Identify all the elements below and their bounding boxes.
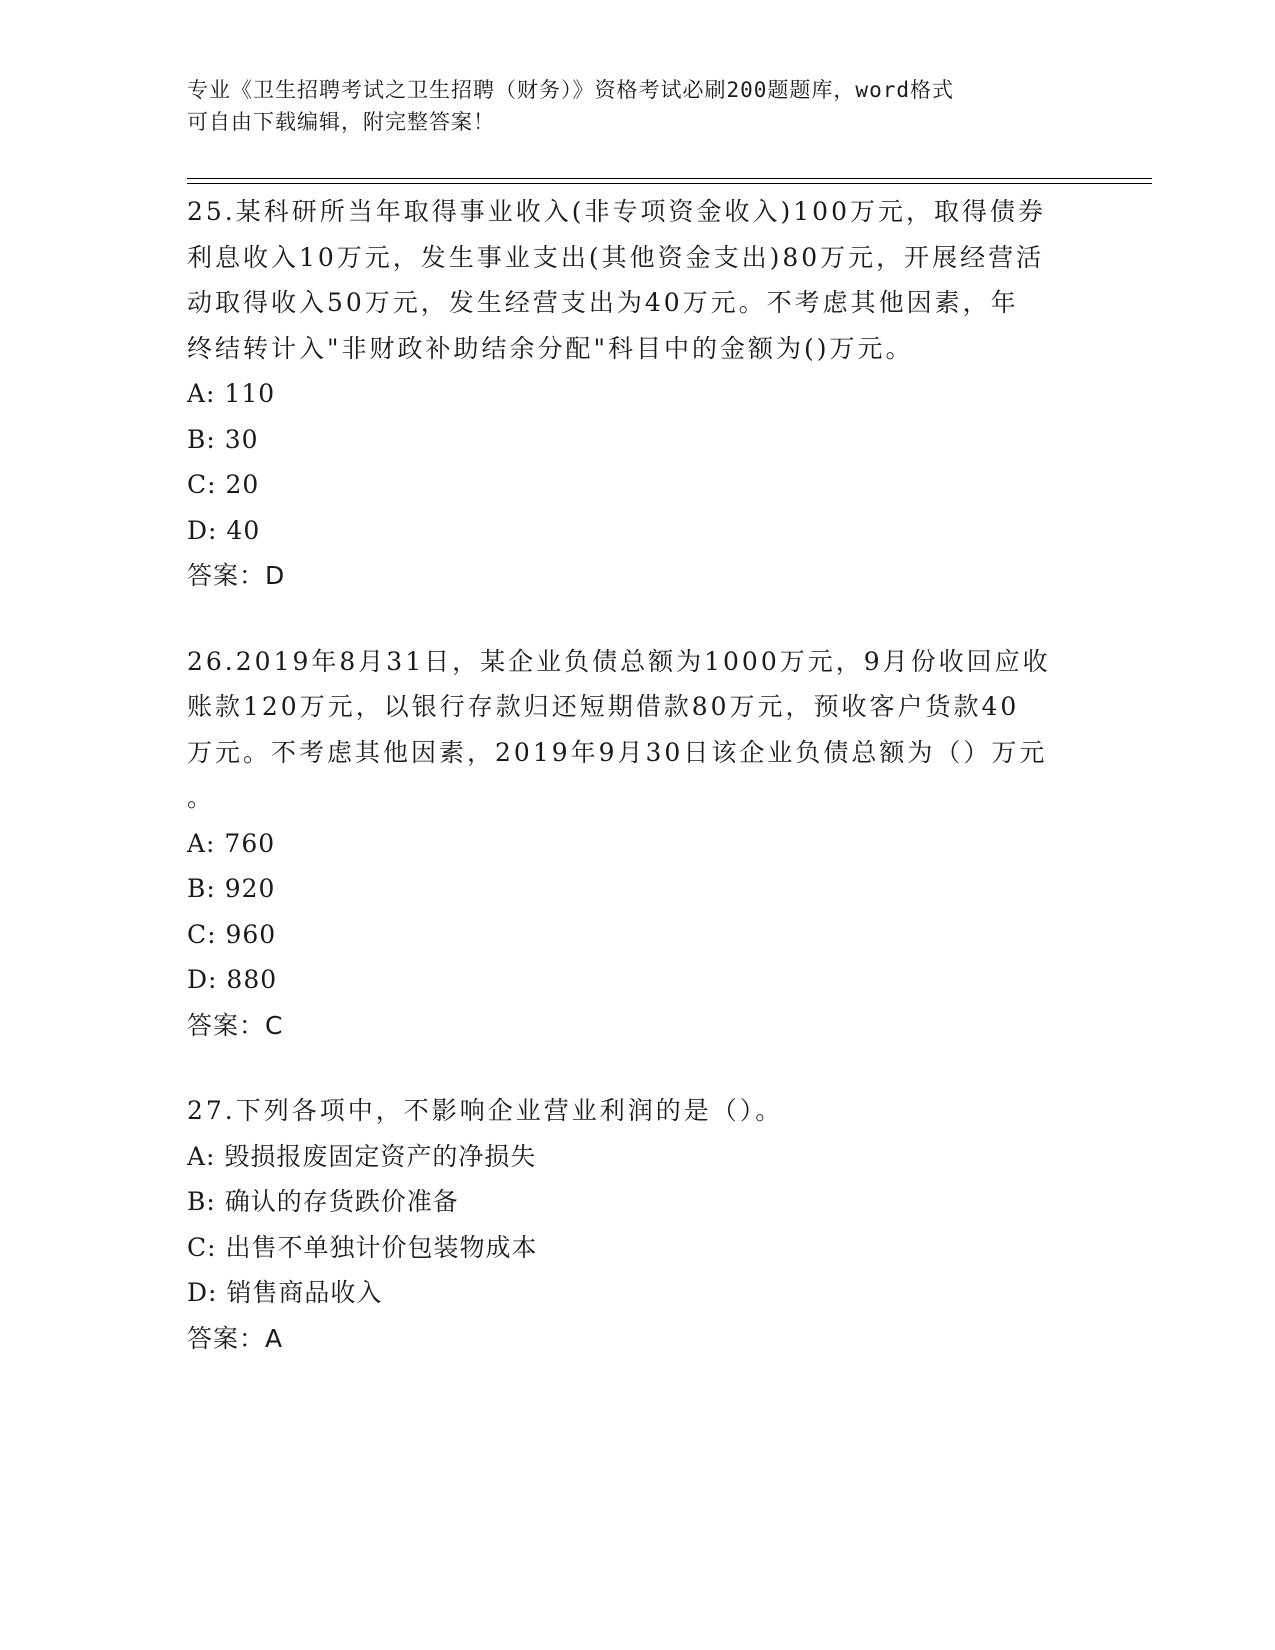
question-stem-line: 终结转计入"非财政补助结余分配"科目中的金额为()万元。: [187, 333, 914, 363]
option-a: A: 760: [187, 828, 276, 858]
question-stem-line: 27.下列各项中，不影响企业营业利润的是（）。: [187, 1096, 784, 1125]
option-c: C: 960: [187, 919, 277, 949]
header-line-1: 专业《卫生招聘考试之卫生招聘（财务）》资格考试必刷200题题库，word格式: [187, 78, 954, 102]
question-stem-line: 万元。不考虑其他因素，2019年9月30日该企业负债总额为（）万元: [187, 737, 1048, 767]
question-stem-line: 。: [187, 783, 216, 812]
question-stem-line: 利息收入10万元，发生事业支出(其他资金支出)80万元，开展经营活: [187, 242, 1045, 272]
option-b: B: 920: [187, 874, 276, 903]
question-stem-line: 26.2019年8月31日，某企业负债总额为1000万元，9月份收回应收: [187, 646, 1051, 676]
option-a: A: 毁损报废固定资产的净损失: [187, 1141, 537, 1171]
question-stem-line: 动取得收入50万元，发生经营支出为40万元。不考虑其他因素，年: [187, 288, 1019, 317]
header-divider-top: [187, 178, 1152, 179]
option-b: B: 30: [187, 424, 259, 454]
question-25: [187, 189, 1087, 599]
answer: 答案：C: [187, 1010, 284, 1040]
question-26: [187, 639, 1087, 1049]
option-b: B: 确认的存货跌价准备: [187, 1187, 459, 1216]
option-c: C: 出售不单独计价包装物成本: [187, 1232, 538, 1262]
option-c: C: 20: [187, 470, 260, 499]
header-divider-bottom: [187, 183, 1152, 184]
header-line-2: 可自由下载编辑，附完整答案！: [187, 110, 495, 134]
option-d: D: 40: [187, 515, 261, 545]
option-a: A: 110: [187, 379, 276, 408]
document-header: [187, 74, 1067, 138]
option-d: D: 销售商品收入: [187, 1278, 383, 1307]
question-stem-line: 25.某科研所当年取得事业收入(非专项资金收入)100万元，取得债券: [187, 197, 1046, 226]
question-27: [187, 1088, 1087, 1361]
answer: 答案：A: [187, 1323, 284, 1353]
answer: 答案：D: [187, 561, 286, 590]
option-d: D: 880: [187, 965, 278, 994]
question-list: [187, 189, 1087, 1401]
question-stem-line: 账款120万元，以银行存款归还短期借款80万元，预收客户货款40: [187, 692, 1020, 721]
